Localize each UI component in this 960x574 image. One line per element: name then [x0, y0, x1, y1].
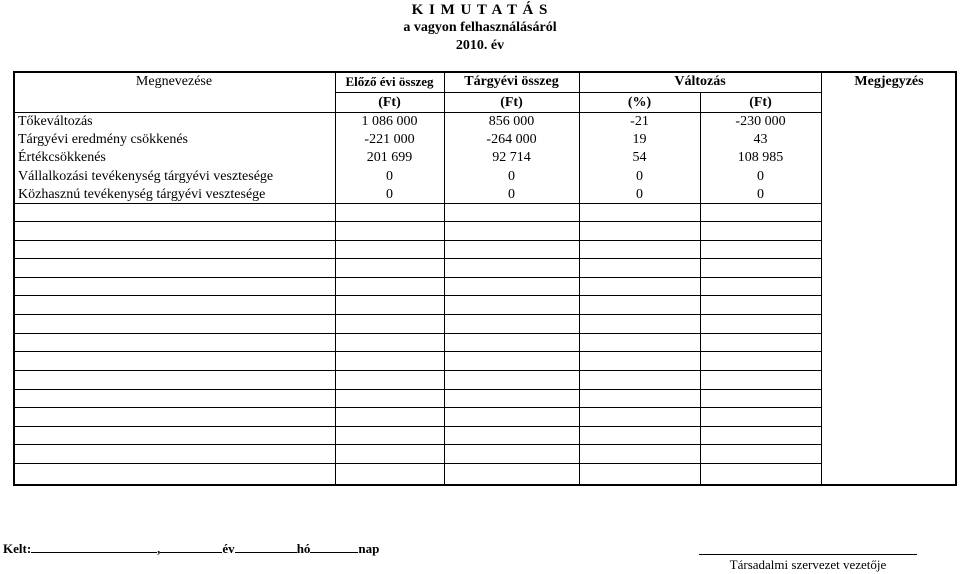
change-pct: 19: [632, 132, 647, 147]
change-ft: -230 000: [735, 114, 786, 129]
change-pct: 0: [636, 187, 643, 202]
prev-value: -221 000: [364, 132, 415, 147]
curr-value: 0: [508, 169, 515, 184]
header-divider: [335, 92, 821, 93]
unit-prev: (Ft): [378, 95, 401, 110]
change-ft: 108 985: [737, 150, 784, 165]
unit-ft: (Ft): [749, 95, 772, 110]
year-blank[interactable]: [160, 540, 222, 553]
year-label: év: [222, 541, 235, 556]
comma-label: ,: [157, 541, 161, 556]
curr-value: 0: [508, 187, 515, 202]
change-ft: 0: [757, 187, 764, 202]
row-line: [13, 240, 821, 241]
row-line: [13, 295, 821, 296]
row-label: Tőkeváltozás: [18, 114, 93, 129]
change-ft: 43: [753, 132, 768, 147]
row-label: Tárgyévi eredmény csökkenés: [18, 132, 189, 147]
curr-value: 92 714: [492, 150, 531, 165]
header-name: Megnevezése: [135, 74, 213, 89]
document-year: 2010. év: [455, 38, 505, 53]
row-line: [13, 351, 821, 352]
row-line: [13, 258, 821, 259]
header-change: Változás: [674, 74, 726, 89]
row-line: [13, 426, 821, 427]
document-title: K I M U T A T Á S: [411, 2, 549, 18]
change-ft: 0: [757, 169, 764, 184]
change-pct: 54: [632, 150, 647, 165]
row-label: Vállalkozási tevékenység tárgyévi vesztesége: [18, 169, 274, 184]
row-line: [13, 407, 821, 408]
day-blank[interactable]: [310, 540, 358, 553]
header-note: Megjegyzés: [854, 74, 924, 89]
change-pct: 0: [636, 169, 643, 184]
month-label: hó: [296, 541, 311, 556]
row-line: [13, 463, 821, 464]
kelt-label: Kelt:: [3, 541, 32, 556]
row-line: [13, 314, 821, 315]
header-curr: Tárgyévi összeg: [464, 74, 559, 89]
curr-value: -264 000: [486, 132, 537, 147]
row-label: Közhasznú tevékenység tárgyévi vesztesége: [18, 187, 266, 202]
prev-value: 0: [386, 187, 393, 202]
column-divider: [821, 71, 822, 486]
day-label: nap: [358, 541, 380, 556]
place-blank[interactable]: [31, 540, 157, 553]
change-pct: -21: [630, 114, 649, 129]
unit-curr: (Ft): [500, 95, 523, 110]
row-line: [13, 444, 821, 445]
row-line: [13, 333, 821, 334]
prev-value: 0: [386, 169, 393, 184]
row-line: [13, 389, 821, 390]
header-prev: Előző évi összeg: [345, 74, 434, 89]
row-label: Értékcsökkenés: [18, 150, 106, 165]
signature-line: [699, 554, 917, 555]
prev-value: 201 699: [366, 150, 413, 165]
signature-label: Társadalmi szervezet vezetője: [729, 557, 887, 572]
document-subtitle: a vagyon felhasználásáról: [403, 20, 557, 35]
row-line: [13, 277, 821, 278]
date-line: [3, 540, 379, 557]
prev-value: 1 086 000: [361, 114, 418, 129]
row-line: [13, 221, 821, 222]
curr-value: 856 000: [488, 114, 535, 129]
row-line: [13, 370, 821, 371]
unit-pct: (%): [627, 95, 652, 110]
month-blank[interactable]: [235, 540, 297, 553]
